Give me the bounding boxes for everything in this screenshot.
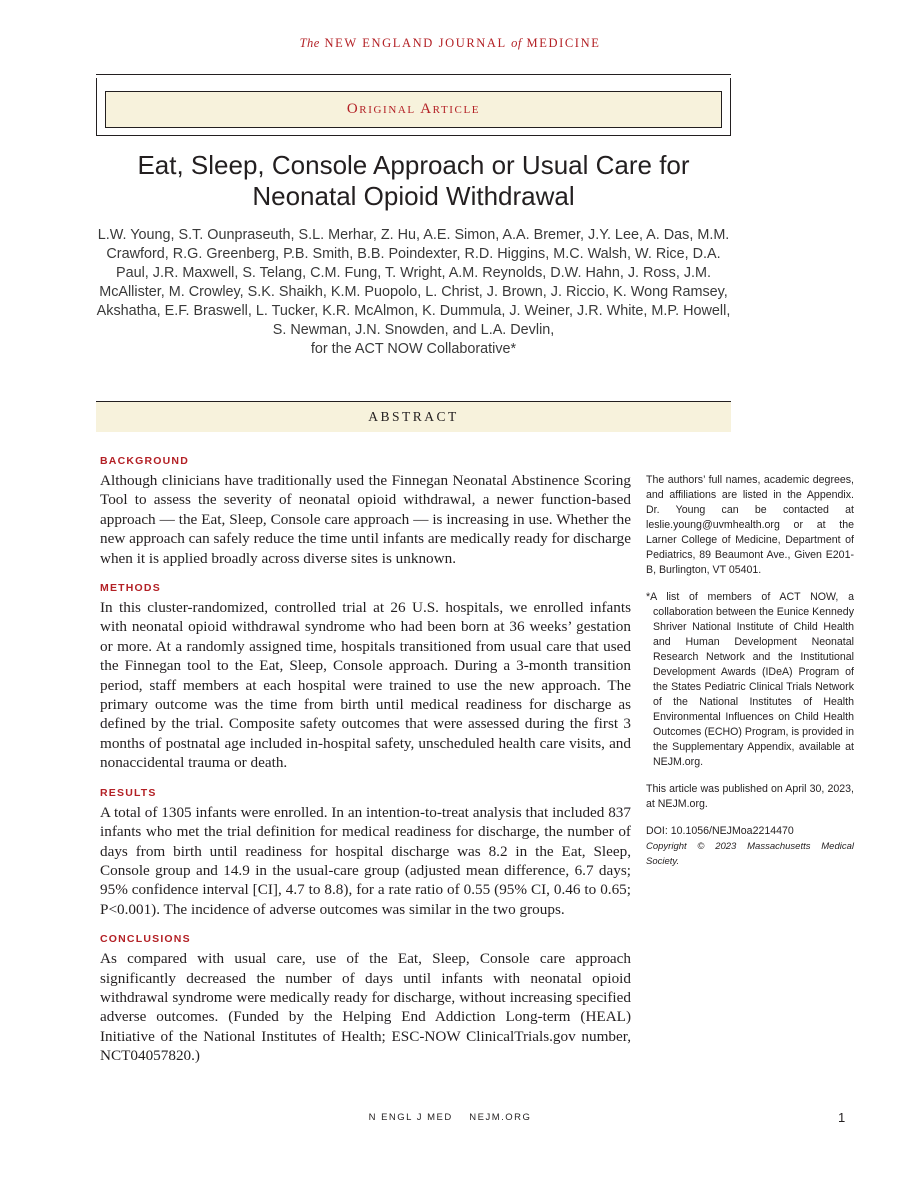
copyright-notice: Copyright © 2023 Massachusetts Medical Society. — [646, 841, 854, 867]
section-text: Although clinicians have traditionally used the Finnegan Neonatal Abstinence Scoring Tool to assess the severity of neonatal opioid withdrawal, a newer function-based approach — the Eat, Sleep, Console care approach — is increasing in use. Whether the new approach can safely reduce the time until infants are medically ready for discharge when it is applied broadly across diverse sites is unknown. — [100, 472, 631, 567]
abstract-section-results — [100, 787, 631, 919]
sidebar-notes — [646, 473, 854, 869]
abstract-section-methods — [100, 582, 631, 773]
abstract-body — [100, 455, 631, 1080]
section-heading: CONCLUSIONS — [100, 933, 191, 946]
section-heading: BACKGROUND — [100, 455, 189, 467]
section-heading: RESULTS — [100, 786, 157, 799]
abstract-section-background — [100, 455, 631, 568]
authors-collaborative: for the ACT NOW Collaborative* — [310, 341, 517, 357]
section-text: In this cluster-randomized, controlled trial at 26 U.S. hospitals, we enrolled infants with neonatal opioid withdrawal syndrome who had been born at 36 weeks’ gestation or more. At a randomly assigned time, hospitals transitioned from usual care that used the Finnegan tool to the Eat, Sleep, Console approach. During a 3-month transition period, staff members at each hospital were trained to use the new approach. The primary outcome was the time from birth until medical readiness for discharge as defined by the trial. Composite safety outcomes that were assessed during the first 3 months of postnatal age included in-hospital safety, unscheduled health care visits, and nonaccidental trauma or death. — [100, 599, 631, 772]
section-heading: METHODS — [100, 582, 161, 595]
members-note: *A list of members of ACT NOW, a collaboration between the Eunice Kennedy Shriver National Institute of Child Health and Human Development Neonatal Research Network and the Institutional Development Awards (IDeA) Program of the States Pediatric Clinical Trials Network of the National Institutes of Health Environmental Influences on Child Health Outcomes (ECHO) Program, is provided in the Supplementary Appendix, available at NEJM.org. — [646, 591, 854, 768]
journal-prefix: The — [299, 36, 320, 50]
article-type-frame — [96, 78, 731, 136]
journal-of: of — [511, 36, 522, 50]
journal-header — [0, 36, 900, 51]
abstract-section-conclusions — [100, 933, 631, 1065]
journal-name-part-2: MEDICINE — [526, 36, 601, 50]
section-text: A total of 1305 infants were enrolled. In an intention-to-treat analysis that included 837 infants who met the trial definition for medical readiness for discharge, the number of days from birth until readiness for hospital discharge was 8.2 in the Eat, Sleep, Console group and 14.9 in the usual-care group (adjusted mean difference, 6.7 days; 95% confidence interval [CI], 4.7 to 8.8), for a rate ratio of 0.55 (95% CI, 0.46 to 0.65; P<0.001). The incidence of adverse outcomes was similar in the two groups. — [100, 803, 631, 918]
abstract-heading: ABSTRACT — [96, 401, 731, 432]
authors-names: L.W. Young, S.T. Ounpraseuth, S.L. Merhar, Z. Hu, A.E. Simon, A.A. Bremer, J.Y. Lee, A. Das, M.M. Crawford, R.G. Greenberg, P.B. Smith, B.B. Poindexter, R.D. Higgins, M.C. Walsh, W. Rice, D.A. Paul, J.R. Maxwell, S. Telang, C.M. Fung, T. Wright, A.M. Reynolds, D.W. Hahn, J. Ross, J.M. McAllister, M. Crowley, S.K. Shaikh, K.M. Puopolo, L. Christ, J. Brown, J. Riccio, K. Wong Ramsey, Akshatha, E.F. Braswell, L. Tucker, K.R. McAlmon, K. Dummula, J. Weiner, J.R. White, M.P. Howell, S. Newman, J.N. Snowden, and L.A. Devlin, — [96, 227, 731, 338]
article-type-label: Original Article — [105, 91, 722, 128]
footer-citation: N ENGL J MED NEJM.ORG — [368, 1112, 532, 1123]
section-text: As compared with usual care, use of the Eat, Sleep, Console care approach significantly decreased the number of days until infants with neonatal opioid withdrawal syndrome were medically ready for discharge, without increasing specified adverse outcomes. (Funded by the Helping End Addiction Long-term (HEAL) Initiative of the National Institutes of Health; ESC-NOW ClinicalTrials.gov number, NCT04057820.) — [100, 950, 631, 1065]
affiliations-note: The authors’ full names, academic degrees, and affiliations are listed in the Appendix. Dr. Young can be contacted at leslie.young@uvmhealth.org or at the Larner College of Medicine, Department of Pediatrics, 89 Beaumont Ave., Given E201-B, Burlington, VT 05401. — [646, 474, 854, 576]
article-title: Eat, Sleep, Console Approach or Usual Care for Neonatal Opioid Withdrawal — [137, 150, 690, 211]
journal-name-part-1: NEW ENGLAND JOURNAL — [324, 36, 507, 50]
doi-link[interactable]: DOI: 10.1056/NEJMoa2214470 — [646, 825, 794, 837]
author-list — [96, 226, 731, 359]
page-number: 1 — [838, 1110, 846, 1125]
header-rule — [96, 74, 731, 75]
publication-note: This article was published on April 30, 2023, at NEJM.org. — [646, 783, 854, 810]
